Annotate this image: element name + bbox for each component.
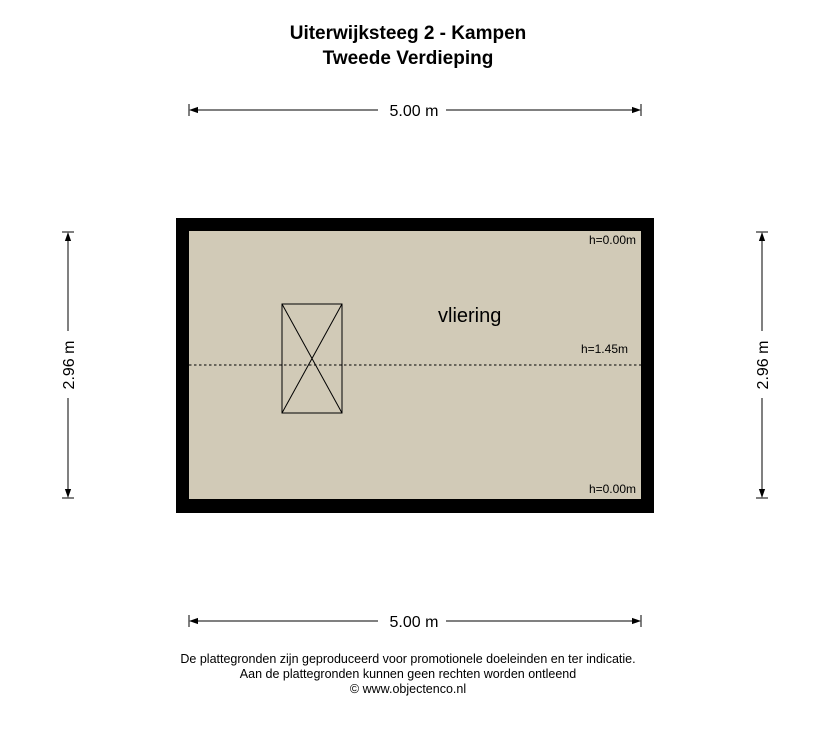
height-label-top: h=0.00m: [588, 233, 636, 247]
dimension-label-depth-right: 2.96 m: [755, 340, 772, 390]
dimension-label-depth-left: 2.96 m: [61, 340, 78, 390]
dimension-label-width-top: 5.00 m: [389, 103, 439, 120]
height-label-ridge: h=1.45m: [580, 342, 628, 356]
room-label: vliering: [438, 305, 502, 327]
dimension-width-bottom: [189, 614, 641, 631]
plan-title: Uiterwijksteeg 2 - Kampen: [289, 23, 527, 44]
dimension-width-top: [189, 103, 641, 120]
floor-subtitle: Tweede Verdieping: [322, 48, 494, 69]
disclaimer-line-1: De plattegronden zijn geproduceerd voor promotionele doeleinden en ter indicatie.: [180, 652, 636, 666]
height-label-bottom: h=0.00m: [588, 482, 636, 496]
dimension-depth-right: [755, 232, 772, 498]
dimension-depth-left: [61, 232, 78, 498]
disclaimer-line-2: Aan de plattegronden kunnen geen rechten worden ontleend: [239, 667, 577, 681]
copyright-line: © www.objectenco.nl: [349, 682, 467, 696]
dimension-label-width-bottom: 5.00 m: [389, 614, 439, 631]
